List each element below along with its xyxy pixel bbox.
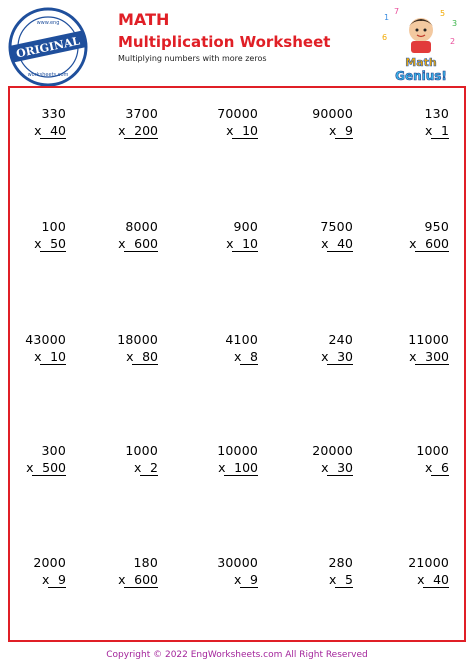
multiplication-problem bbox=[98, 555, 158, 595]
times-sign: x bbox=[34, 349, 42, 364]
multiplicand: 950 bbox=[424, 219, 449, 234]
svg-text:3: 3 bbox=[452, 19, 458, 28]
svg-text:Math: Math bbox=[405, 56, 437, 69]
svg-text:ORIGINAL: ORIGINAL bbox=[15, 34, 82, 61]
multiplier: 9 bbox=[345, 123, 353, 138]
multiplier: 6 bbox=[441, 460, 449, 475]
multiplicand: 43000 bbox=[25, 332, 66, 347]
answer-line bbox=[240, 364, 258, 365]
multiplicand: 18000 bbox=[117, 332, 158, 347]
multiplier: 10 bbox=[242, 236, 258, 251]
multiplier: 50 bbox=[50, 236, 66, 251]
multiplicand: 100 bbox=[41, 219, 66, 234]
multiplication-problem bbox=[198, 219, 258, 259]
answer-line bbox=[335, 587, 353, 588]
times-sign: x bbox=[218, 460, 226, 475]
answer-line bbox=[32, 475, 66, 476]
multiplication-problem bbox=[293, 106, 353, 146]
answer-line bbox=[335, 138, 353, 139]
multiplier: 600 bbox=[134, 236, 158, 251]
multiplicand: 10000 bbox=[217, 443, 258, 458]
answer-line bbox=[431, 138, 449, 139]
answer-line bbox=[132, 364, 158, 365]
answer-line bbox=[423, 587, 449, 588]
multiplicand: 21000 bbox=[408, 555, 449, 570]
answer-line bbox=[232, 138, 258, 139]
multiplication-problem bbox=[198, 555, 258, 595]
multiplier: 1 bbox=[441, 123, 449, 138]
multiplicand: 300 bbox=[41, 443, 66, 458]
multiplication-problem bbox=[6, 106, 66, 146]
multiplier: 40 bbox=[50, 123, 66, 138]
times-sign: x bbox=[409, 236, 417, 251]
answer-line bbox=[327, 475, 353, 476]
multiplicand: 30000 bbox=[217, 555, 258, 570]
multiplicand: 7500 bbox=[320, 219, 353, 234]
multiplier: 80 bbox=[142, 349, 158, 364]
multiplier: 200 bbox=[134, 123, 158, 138]
multiplicand: 1000 bbox=[125, 443, 158, 458]
multiplier: 600 bbox=[425, 236, 449, 251]
answer-line bbox=[124, 587, 158, 588]
svg-text:worksheets.com: worksheets.com bbox=[27, 72, 69, 78]
multiplication-problem bbox=[6, 219, 66, 259]
times-sign: x bbox=[329, 123, 337, 138]
multiplicand: 8000 bbox=[125, 219, 158, 234]
times-sign: x bbox=[425, 123, 433, 138]
multiplication-problem bbox=[293, 332, 353, 372]
times-sign: x bbox=[118, 123, 126, 138]
times-sign: x bbox=[409, 349, 417, 364]
answer-line bbox=[124, 251, 158, 252]
multiplier: 8 bbox=[250, 349, 258, 364]
answer-line bbox=[327, 364, 353, 365]
svg-text:7: 7 bbox=[394, 7, 400, 16]
multiplicand: 20000 bbox=[312, 443, 353, 458]
answer-line bbox=[415, 364, 449, 365]
math-genius-logo bbox=[378, 6, 464, 84]
multiplication-problem bbox=[293, 555, 353, 595]
multiplier: 5 bbox=[345, 572, 353, 587]
multiplier: 10 bbox=[50, 349, 66, 364]
times-sign: x bbox=[234, 349, 242, 364]
times-sign: x bbox=[226, 236, 234, 251]
multiplicand: 240 bbox=[328, 332, 353, 347]
multiplicand: 180 bbox=[133, 555, 158, 570]
multiplier: 9 bbox=[58, 572, 66, 587]
multiplication-problem bbox=[6, 332, 66, 372]
multiplication-problem bbox=[389, 106, 449, 146]
multiplication-problem bbox=[6, 555, 66, 595]
answer-line bbox=[224, 475, 258, 476]
times-sign: x bbox=[226, 123, 234, 138]
multiplication-problem bbox=[98, 106, 158, 146]
multiplicand: 4100 bbox=[225, 332, 258, 347]
multiplication-problem bbox=[198, 443, 258, 483]
times-sign: x bbox=[26, 460, 34, 475]
multiplication-problem bbox=[389, 443, 449, 483]
multiplicand: 3700 bbox=[125, 106, 158, 121]
multiplication-problem bbox=[293, 219, 353, 259]
worksheet-subject: MATH bbox=[118, 10, 170, 29]
svg-text:6: 6 bbox=[382, 33, 388, 42]
answer-line bbox=[232, 251, 258, 252]
multiplier: 30 bbox=[337, 349, 353, 364]
multiplicand: 1000 bbox=[416, 443, 449, 458]
svg-text:www.eng: www.eng bbox=[36, 20, 60, 26]
multiplicand: 130 bbox=[424, 106, 449, 121]
multiplication-problem bbox=[389, 555, 449, 595]
multiplication-problem bbox=[198, 106, 258, 146]
answer-line bbox=[327, 251, 353, 252]
times-sign: x bbox=[34, 123, 42, 138]
multiplier: 40 bbox=[337, 236, 353, 251]
multiplier: 600 bbox=[134, 572, 158, 587]
times-sign: x bbox=[42, 572, 50, 587]
multiplication-problem bbox=[98, 219, 158, 259]
worksheet-title: Multiplication Worksheet bbox=[118, 33, 331, 51]
answer-line bbox=[40, 138, 66, 139]
multiplier: 300 bbox=[425, 349, 449, 364]
multiplier: 10 bbox=[242, 123, 258, 138]
times-sign: x bbox=[417, 572, 425, 587]
answer-line bbox=[124, 138, 158, 139]
multiplication-problem bbox=[98, 443, 158, 483]
svg-text:5: 5 bbox=[440, 9, 446, 18]
multiplier: 40 bbox=[433, 572, 449, 587]
multiplication-problem bbox=[198, 332, 258, 372]
times-sign: x bbox=[321, 460, 329, 475]
multiplicand: 2000 bbox=[33, 555, 66, 570]
times-sign: x bbox=[134, 460, 142, 475]
multiplicand: 900 bbox=[233, 219, 258, 234]
times-sign: x bbox=[321, 236, 329, 251]
times-sign: x bbox=[34, 236, 42, 251]
answer-line bbox=[40, 251, 66, 252]
multiplication-problem bbox=[389, 332, 449, 372]
svg-text:2: 2 bbox=[450, 37, 456, 46]
multiplier: 9 bbox=[250, 572, 258, 587]
multiplier: 100 bbox=[234, 460, 258, 475]
multiplier: 30 bbox=[337, 460, 353, 475]
multiplication-problem bbox=[98, 332, 158, 372]
times-sign: x bbox=[329, 572, 337, 587]
original-stamp bbox=[7, 6, 89, 88]
answer-line bbox=[48, 587, 66, 588]
times-sign: x bbox=[234, 572, 242, 587]
answer-line bbox=[415, 251, 449, 252]
multiplier: 2 bbox=[150, 460, 158, 475]
multiplicand: 330 bbox=[41, 106, 66, 121]
times-sign: x bbox=[425, 460, 433, 475]
times-sign: x bbox=[126, 349, 134, 364]
multiplication-problem bbox=[389, 219, 449, 259]
multiplicand: 90000 bbox=[312, 106, 353, 121]
answer-line bbox=[431, 475, 449, 476]
answer-line bbox=[140, 475, 158, 476]
svg-text:Genius!: Genius! bbox=[395, 69, 447, 83]
multiplicand: 280 bbox=[328, 555, 353, 570]
svg-text:1: 1 bbox=[384, 13, 390, 22]
multiplier: 500 bbox=[42, 460, 66, 475]
copyright-footer: Copyright © 2022 EngWorksheets.com All Right Reserved bbox=[106, 650, 368, 660]
answer-line bbox=[240, 587, 258, 588]
worksheet-subtitle: Multiplying numbers with more zeros bbox=[118, 54, 267, 63]
times-sign: x bbox=[118, 236, 126, 251]
multiplication-problem bbox=[6, 443, 66, 483]
multiplicand: 11000 bbox=[408, 332, 449, 347]
times-sign: x bbox=[118, 572, 126, 587]
multiplication-problem bbox=[293, 443, 353, 483]
times-sign: x bbox=[321, 349, 329, 364]
multiplicand: 70000 bbox=[217, 106, 258, 121]
answer-line bbox=[40, 364, 66, 365]
